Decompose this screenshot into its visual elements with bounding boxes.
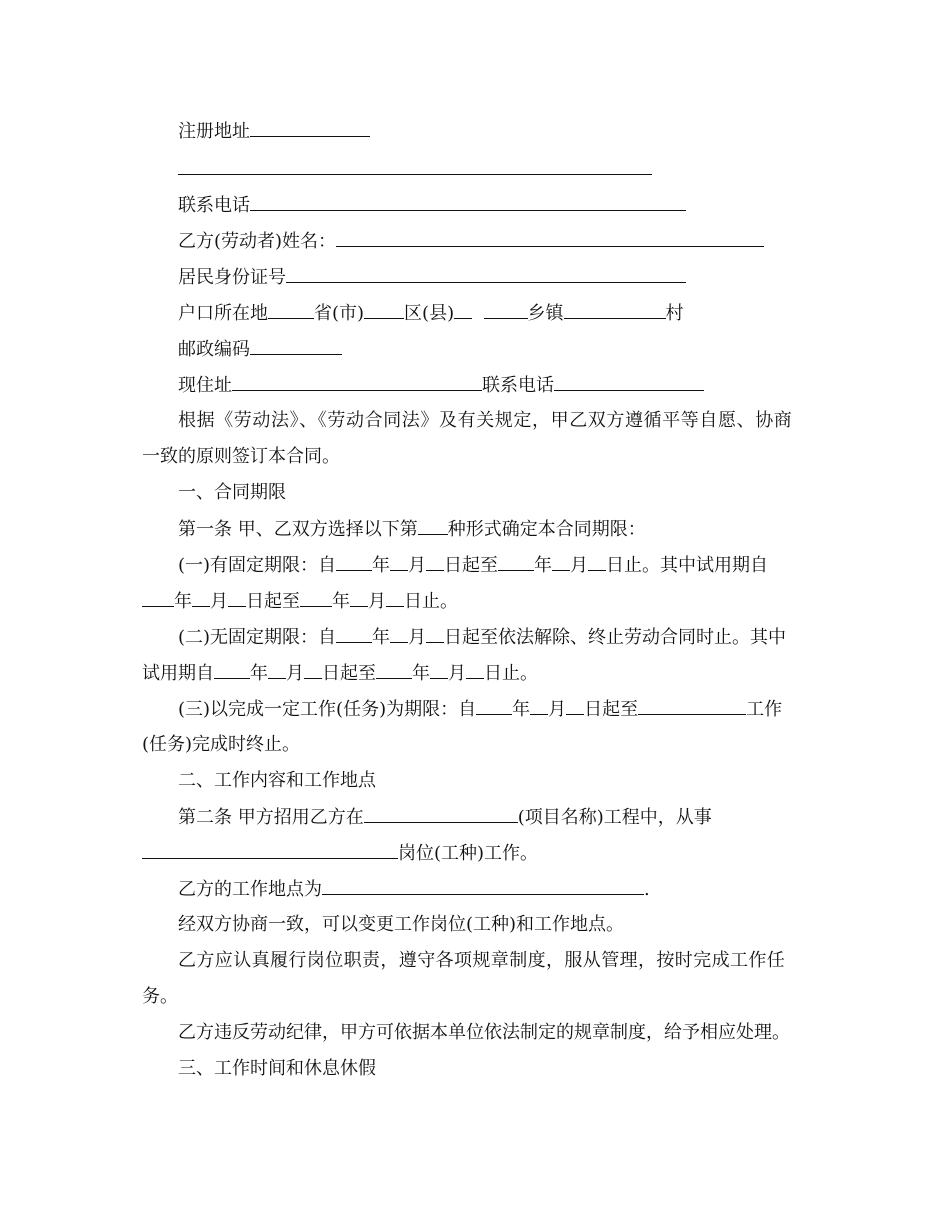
option-2-text-end: 日起至依法解除、终止劳动合同时止。其中 <box>444 627 787 648</box>
year-label: 年 <box>174 591 192 612</box>
month-label: 月 <box>548 699 567 720</box>
blank <box>638 697 746 715</box>
month-label: 月 <box>570 555 589 576</box>
current-address-label: 现住址 <box>178 375 232 396</box>
month-label: 月 <box>368 591 386 612</box>
option-3-text: (三)以完成一定工作(任务)为期限：自 <box>178 699 477 720</box>
day-label: 日起至 <box>246 591 300 612</box>
article-1-text-a: 第一条 甲、乙双方选择以下第 <box>178 519 418 540</box>
position-blank <box>142 841 398 859</box>
blank <box>390 625 408 643</box>
reg-address-continuation-blank <box>178 174 652 175</box>
month-label: 月 <box>448 663 466 684</box>
blank <box>476 697 512 715</box>
blank <box>498 553 534 571</box>
year-label: 年 <box>332 591 350 612</box>
option-3-line-1 <box>178 697 782 722</box>
work-location-label: 乙方的工作地点为 <box>178 879 322 900</box>
current-address-line <box>178 373 704 398</box>
hukou-village-label: 村 <box>665 303 684 324</box>
hukou-label: 户口所在地 <box>178 303 268 324</box>
blank <box>466 661 484 679</box>
blank <box>350 589 368 607</box>
section-1-title: 一、合同期限 <box>178 482 286 503</box>
article-2-text-a: 第二条 甲方招用乙方在 <box>178 807 364 828</box>
phone-label: 联系电话 <box>178 195 250 216</box>
option-1-line-2 <box>142 589 458 614</box>
id-number-label: 居民身份证号 <box>178 267 286 288</box>
option-1-text: (一)有固定期限：自 <box>178 555 337 576</box>
article-2-text-b: (项目名称)工程中，从事 <box>517 807 712 828</box>
month-label: 月 <box>408 627 427 648</box>
blank <box>336 625 372 643</box>
phone-line <box>178 193 686 218</box>
blank <box>430 661 448 679</box>
option-2-line-2 <box>142 661 538 686</box>
hukou-province-label: 省(市) <box>314 303 365 324</box>
discipline-clause: 乙方违反劳动纪律，甲方可依据本单位依法制定的规章制度，给予相应处理。 <box>178 1022 790 1043</box>
work-location-line <box>178 877 650 902</box>
hukou-village-blank <box>564 301 666 319</box>
hukou-district-label: 区(县) <box>404 303 455 324</box>
option-3-line-2: (任务)完成时终止。 <box>142 734 301 755</box>
hukou-province-blank <box>268 301 314 319</box>
id-number-line <box>178 265 686 290</box>
blank <box>142 589 174 607</box>
work-label: 工作 <box>746 699 783 720</box>
change-clause: 经双方协商一致，可以变更工作岗位(工种)和工作地点。 <box>178 914 625 935</box>
day-label: 日起至 <box>444 555 499 576</box>
year-label: 年 <box>372 555 391 576</box>
month-label: 月 <box>286 663 304 684</box>
month-label: 月 <box>408 555 427 576</box>
blank <box>552 553 570 571</box>
party-b-name-label: 乙方(劳动者)姓名： <box>178 231 337 252</box>
day-label: 日止。 <box>404 591 458 612</box>
blank <box>304 661 322 679</box>
year-label: 年 <box>512 699 531 720</box>
section-2-title: 二、工作内容和工作地点 <box>178 770 376 791</box>
blank <box>268 661 286 679</box>
blank <box>530 697 548 715</box>
hukou-town-blank <box>484 301 528 319</box>
article-1-text-b: 种形式确定本合同期限： <box>447 519 646 540</box>
day-label: 日起至 <box>584 699 639 720</box>
year-label: 年 <box>372 627 391 648</box>
article-1-blank <box>418 517 448 535</box>
reg-address-line <box>178 119 370 144</box>
blank <box>214 661 250 679</box>
reg-address-label: 注册地址 <box>178 121 250 142</box>
reg-address-blank <box>250 119 370 137</box>
hukou-district-blank <box>364 301 404 319</box>
probation-label: 试用期自 <box>142 663 214 684</box>
current-address-blank <box>232 373 482 391</box>
day-label: 日止。 <box>484 663 538 684</box>
duty-line-2: 务。 <box>142 986 178 1007</box>
section-3-title: 三、工作时间和休息休假 <box>178 1058 376 1079</box>
hukou-town-label: 乡镇 <box>527 303 564 324</box>
blank <box>192 589 210 607</box>
option-1-line-1 <box>178 553 768 578</box>
party-b-name-blank <box>336 229 764 247</box>
day-label: 日起至 <box>322 663 376 684</box>
blank <box>228 589 246 607</box>
year-label: 年 <box>250 663 268 684</box>
blank <box>566 697 584 715</box>
blank <box>336 553 372 571</box>
work-location-blank <box>322 877 644 895</box>
postal-code-label: 邮政编码 <box>178 339 250 360</box>
preamble-line-2: 一致的原则签订本合同。 <box>142 446 340 467</box>
month-label: 月 <box>210 591 228 612</box>
postal-code-blank <box>250 337 342 355</box>
work-location-period: . <box>644 879 650 900</box>
duty-line-1: 乙方应认真履行岗位职责，遵守各项规章制度，服从管理，按时完成工作任 <box>178 950 786 971</box>
project-name-blank <box>364 805 518 823</box>
party-b-name-line <box>178 229 764 254</box>
blank <box>426 553 444 571</box>
phone-blank <box>250 193 686 211</box>
year-label: 年 <box>534 555 553 576</box>
option-2-line-1 <box>178 625 786 650</box>
year-label: 年 <box>412 663 430 684</box>
preamble-line-1: 根据《劳动法》、《劳动合同法》及有关规定，甲乙双方遵循平等自愿、协商 <box>178 410 793 431</box>
hukou-line <box>178 301 684 326</box>
article-2-text-c: 岗位(工种)工作。 <box>398 843 539 864</box>
postal-code-line <box>178 337 342 362</box>
blank <box>386 589 404 607</box>
option-2-text: (二)无固定期限：自 <box>178 627 337 648</box>
blank <box>588 553 606 571</box>
blank <box>390 553 408 571</box>
article-1-line <box>178 517 646 542</box>
current-address-phone-label: 联系电话 <box>482 375 554 396</box>
blank <box>376 661 412 679</box>
current-address-phone-blank <box>554 373 704 391</box>
article-2-line-2 <box>142 841 538 866</box>
day-label: 日止。其中试用期自 <box>606 555 769 576</box>
article-2-line-1 <box>178 805 712 830</box>
blank <box>426 625 444 643</box>
blank <box>300 589 332 607</box>
hukou-district-extra-blank <box>454 301 472 319</box>
id-number-blank <box>286 265 686 283</box>
